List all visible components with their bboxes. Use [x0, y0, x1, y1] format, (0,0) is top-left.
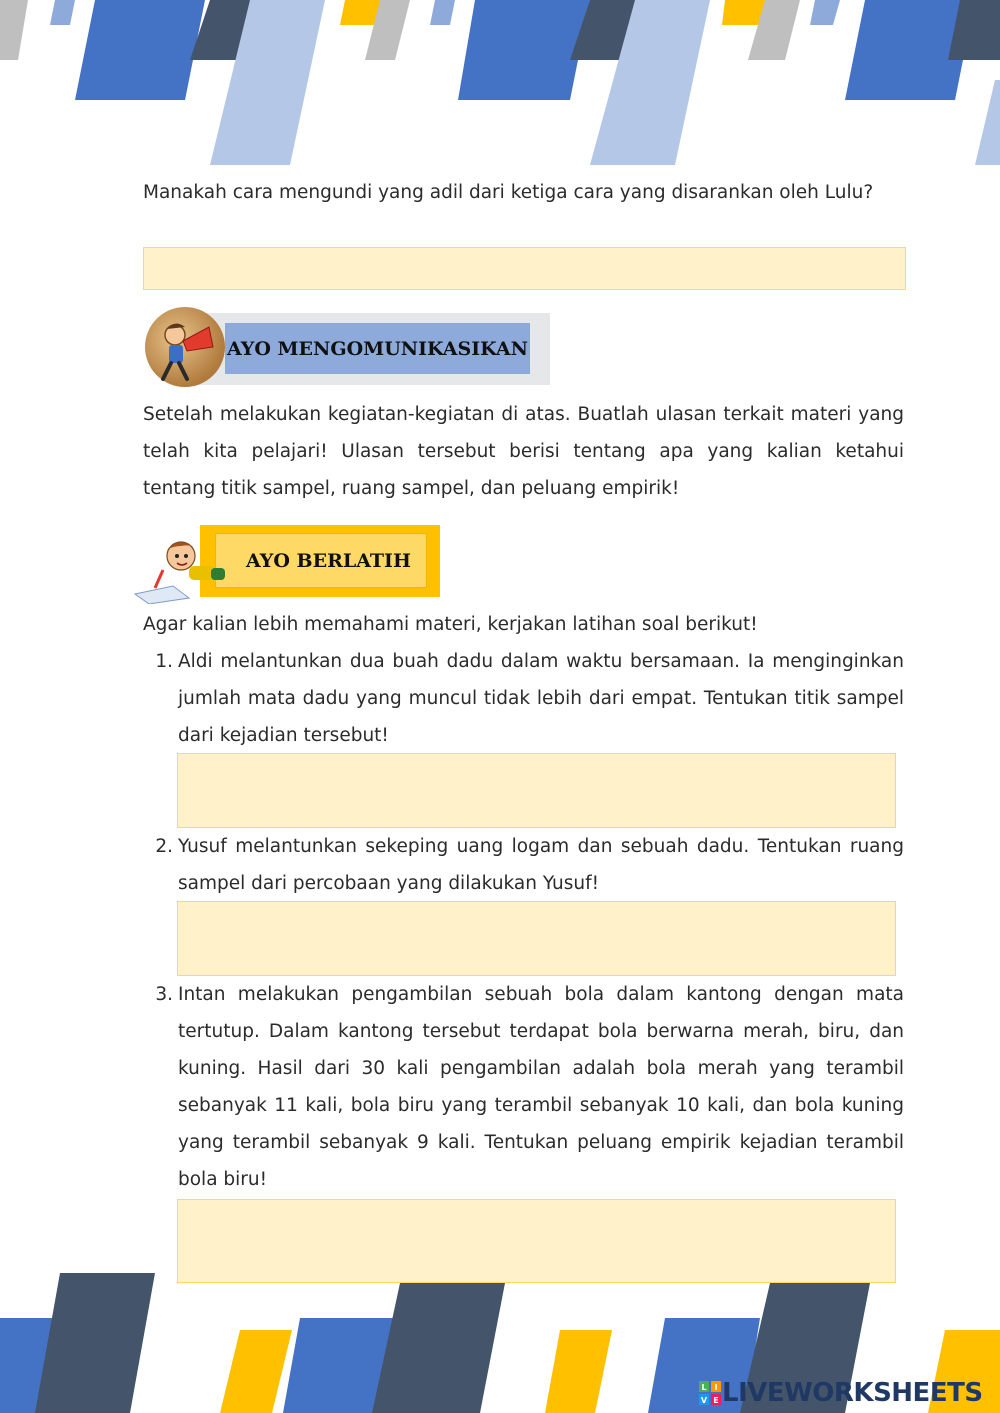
practice-title: AYO BERLATIH — [215, 533, 427, 588]
question-3 — [143, 976, 904, 1198]
question-2 — [143, 828, 904, 902]
answer-box-2[interactable] — [177, 901, 896, 976]
liveworksheets-logo-icon — [698, 1380, 722, 1406]
question-1-number: 1. — [155, 651, 173, 672]
answer-input-1[interactable] — [178, 754, 895, 827]
answer-box-1[interactable] — [177, 753, 896, 828]
answer-input-2[interactable] — [178, 902, 895, 975]
top-decoration — [0, 0, 1000, 165]
liveworksheets-logo — [698, 1376, 983, 1410]
logo-letter-v: V — [700, 1396, 708, 1405]
writing-kid-icon — [133, 536, 233, 604]
answer-input-top[interactable] — [144, 248, 905, 289]
practice-intro: Agar kalian lebih memahami materi, kerjakan latihan soal berikut! — [143, 614, 758, 635]
practice-banner — [133, 522, 443, 604]
communicate-banner — [143, 305, 553, 389]
answer-box-top[interactable] — [143, 247, 906, 290]
communicate-title: AYO MENGOMUNIKASIKAN — [225, 323, 530, 374]
top-question-text: Manakah cara mengundi yang adil dari ketiga cara yang disarankan oleh Lulu? — [143, 182, 874, 203]
question-3-text: Intan melakukan pengambilan sebuah bola dalam kantong dengan mata tertutup. Dalam kantong tersebut terdapat bola berwarna merah, biru, dan kuning. Hasil dari 30 kali pengambilan adalah bola merah yang terambil sebanyak 11 kali, bola biru yang terambil sebanyak 10 kali, dan bola kuning yang terambil sebanyak 9 kali. Tentukan peluang empirik kejadian terambil bola biru! — [178, 984, 904, 1190]
question-1 — [143, 643, 904, 753]
logo-letter-e: E — [713, 1396, 719, 1405]
logo-letter-l: L — [701, 1383, 707, 1392]
question-2-number: 2. — [155, 836, 173, 857]
megaphone-kid-icon — [143, 305, 231, 389]
communicate-text: Setelah melakukan kegiatan-kegiatan di atas. Buatlah ulasan terkait materi yang telah kita pelajari! Ulasan tersebut berisi tentang apa yang kalian ketahui tentang titik sampel, ruang sampel, dan peluang empirik! — [143, 404, 904, 499]
question-1-text: Aldi melantunkan dua buah dadu dalam waktu bersamaan. Ia menginginkan jumlah mata dadu yang muncul tidak lebih dari empat. Tentukan titik sampel dari kejadian tersebut! — [178, 651, 904, 746]
question-3-number: 3. — [155, 984, 173, 1005]
logo-letter-i: I — [714, 1383, 718, 1392]
question-2-text: Yusuf melantunkan sekeping uang logam dan sebuah dadu. Tentukan ruang sampel dari percobaan yang dilakukan Yusuf! — [178, 836, 904, 894]
liveworksheets-logo-text: LIVEWORKSHEETS — [722, 1378, 983, 1408]
